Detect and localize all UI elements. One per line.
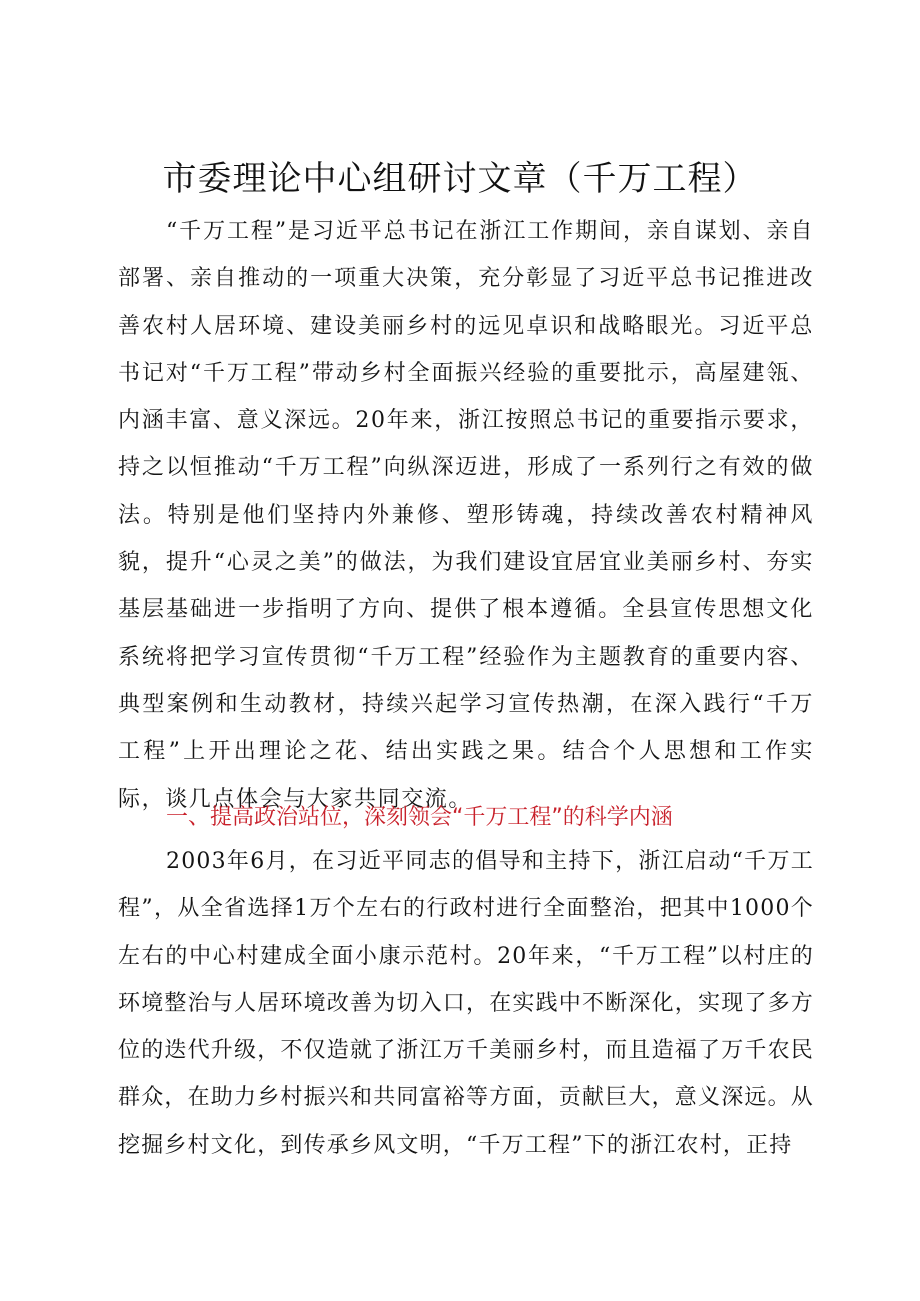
section-paragraph: 2003年6月，在习近平同志的倡导和主持下，浙江启动“千万工程”，从全省选择1万个左右的行政村进行全面整治，把其中1000个左右的中心村建成全面小康示范村。20年来，“千万工程”以村庄的环境整治与人居环境改善为切入口，在实践中不断深化，实现了多方位的迭代升级，不仅造就了浙江万千美丽乡村，而且造福了万千农民群众，在助力乡村振兴和共同富裕等方面，贡献巨大，意义深远。从挖掘乡村文化，到传承乡风文明，“千万工程”下的浙江农村，正持 (118, 849, 815, 1158)
section-heading: 一、提高政治站位，深刻领会“千万工程”的科学内涵 (166, 805, 673, 830)
intro-paragraph: “千万工程”是习近平总书记在浙江工作期间，亲自谋划、亲自部署、亲自推动的一项重大决策，充分彰显了习近平总书记推进改善农村人居环境、建设美丽乡村的远见卓识和战略眼光。习近平总书记对“千万工程”带动乡村全面振兴经验的重要批示，高屋建瓴、内涵丰富、意义深远。20年来，浙江按照总书记的重要指示要求，持之以恒推动“千万工程”向纵深迈进，形成了一系列行之有效的做法。特别是他们坚持内外兼修、塑形铸魂，持续改善农村精神风貌，提升“心灵之美”的做法，为我们建设宜居宜业美丽乡村、夯实基层基础进一步指明了方向、提供了根本遵循。全县宣传思想文化系统将把学习宣传贯彻“千万工程”经验作为主题教育的重要内容、典型案例和生动教材，持续兴起学习宣传热潮，在深入践行“千万工程”上开出理论之花、结出实践之果。结合个人思想和工作实际，谈几点体会与大家共同交流。 (118, 219, 814, 812)
document-title: 市委理论中心组研讨文章（千万工程） (162, 159, 758, 199)
